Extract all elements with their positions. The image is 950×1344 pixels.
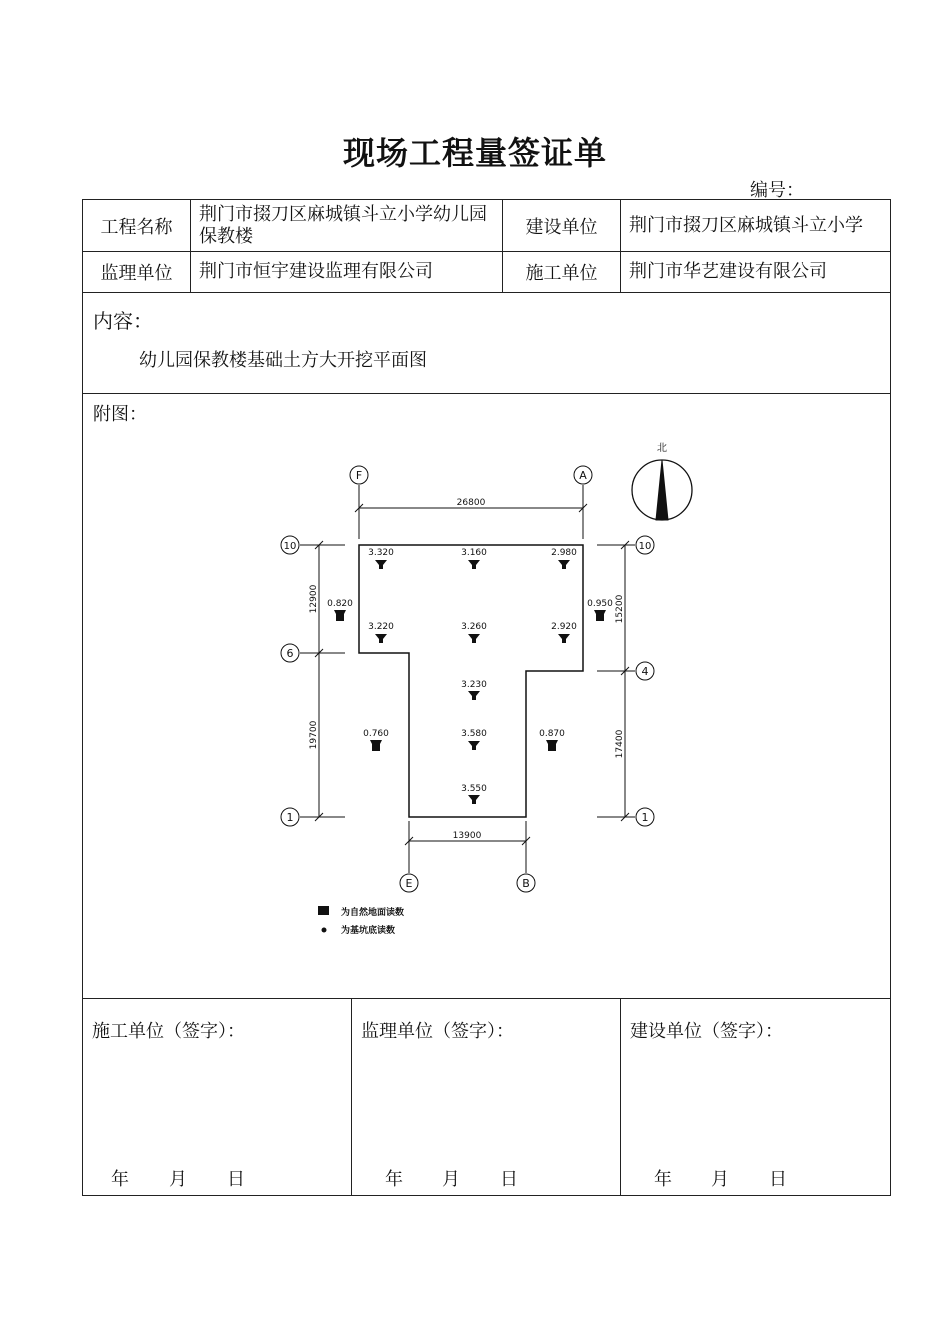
row-signatures (83, 999, 891, 1196)
signature-cell (83, 999, 891, 1196)
row-project (83, 200, 891, 252)
legend-ground-icon (318, 906, 329, 915)
row-content (83, 293, 891, 394)
excavation-plan-drawing (83, 394, 889, 998)
project-name-value: 荆门市掇刀区麻城镇斗立小学幼儿园保教楼 (191, 200, 503, 252)
legend-pit-icon (322, 928, 327, 933)
dim-right-lower-text: 17400 (615, 729, 625, 759)
content-text: 幼儿园保教楼基础土方大开挖平面图 (139, 350, 427, 371)
pit-reading: 3.220 (368, 622, 394, 632)
project-name-label: 工程名称 (83, 200, 191, 252)
date-year: 年 (385, 1169, 403, 1190)
pit-reading: 2.920 (551, 622, 577, 632)
pit-reading: 3.550 (461, 784, 487, 794)
ground-marker-icon (594, 610, 606, 621)
ground-reading: 0.820 (327, 599, 353, 609)
date-year: 年 (654, 1169, 672, 1190)
ground-marker-icon (370, 740, 382, 751)
pit-marker-icon (468, 634, 480, 643)
pit-reading: 2.980 (551, 548, 577, 558)
pit-marker-icon (375, 560, 387, 569)
axis-label-left-1: 1 (286, 811, 294, 824)
north-label: 北 (657, 443, 667, 454)
row-figure (83, 394, 891, 999)
north-arrow-icon (656, 460, 668, 520)
axis-label-left-10: 10 (283, 541, 297, 552)
pit-marker-icon (468, 741, 480, 750)
content-cell (83, 293, 891, 394)
figure-cell (83, 394, 891, 999)
visa-form-table (82, 199, 891, 1196)
contractor-value: 荆门市华艺建设有限公司 (621, 252, 891, 293)
axis-label-bottom-e: E (405, 877, 413, 890)
contractor-sign-label: 施工单位（签字）： (92, 1021, 245, 1042)
legend-ground-text: 为自然地面读数 (341, 908, 405, 918)
sign-divider (351, 999, 352, 1195)
date-year: 年 (111, 1169, 129, 1190)
ground-reading: 0.760 (363, 729, 389, 739)
dim-right-upper-text: 15200 (615, 594, 625, 624)
pit-marker-icon (558, 560, 570, 569)
date-month: 月 (169, 1169, 187, 1190)
doc-number-label: 编号： (750, 180, 804, 201)
axis-label-top-f: F (355, 469, 363, 482)
axis-label-right-4: 4 (641, 665, 649, 678)
pit-reading: 3.260 (461, 622, 487, 632)
pit-reading: 3.230 (461, 680, 487, 690)
pit-marker-icon (468, 560, 480, 569)
legend-pit-text: 为基坑底读数 (341, 926, 396, 936)
axis-label-left-6: 6 (286, 647, 294, 660)
pit-reading: 3.580 (461, 729, 487, 739)
content-label: 内容： (93, 309, 153, 333)
pit-marker-icon (375, 634, 387, 643)
dim-bottom-text: 13900 (452, 831, 482, 841)
supervisor-sign-label: 监理单位（签字）： (361, 1021, 514, 1042)
axis-label-top-a: A (579, 469, 587, 482)
dim-left-upper-text: 12900 (309, 584, 319, 614)
pit-marker-icon (468, 795, 480, 804)
sign-divider (620, 999, 621, 1195)
ground-reading: 0.870 (539, 729, 565, 739)
date-month: 月 (711, 1169, 729, 1190)
pit-reading: 3.160 (461, 548, 487, 558)
pit-reading: 3.320 (368, 548, 394, 558)
row-parties (83, 252, 891, 293)
date-day: 日 (500, 1169, 518, 1190)
dim-left-lower-text: 19700 (309, 720, 319, 750)
axis-label-right-10: 10 (638, 541, 652, 552)
ground-marker-icon (334, 610, 346, 621)
page-title: 现场工程量签证单 (342, 134, 607, 172)
supervisor-label: 监理单位 (83, 252, 191, 293)
ground-marker-icon (546, 740, 558, 751)
owner-value: 荆门市掇刀区麻城镇斗立小学 (621, 200, 891, 252)
supervisor-value: 荆门市恒宇建设监理有限公司 (191, 252, 503, 293)
dim-top-text: 26800 (456, 498, 486, 508)
axis-label-bottom-b: B (522, 877, 530, 890)
contractor-label: 施工单位 (503, 252, 621, 293)
figure-label: 附图： (93, 404, 147, 425)
pit-marker-icon (468, 691, 480, 700)
date-month: 月 (442, 1169, 460, 1190)
ground-reading: 0.950 (587, 599, 613, 609)
owner-sign-label: 建设单位（签字）： (630, 1021, 783, 1042)
date-day: 日 (227, 1169, 245, 1190)
date-day: 日 (769, 1169, 787, 1190)
owner-label: 建设单位 (503, 200, 621, 252)
axis-label-right-1: 1 (641, 811, 649, 824)
pit-marker-icon (558, 634, 570, 643)
